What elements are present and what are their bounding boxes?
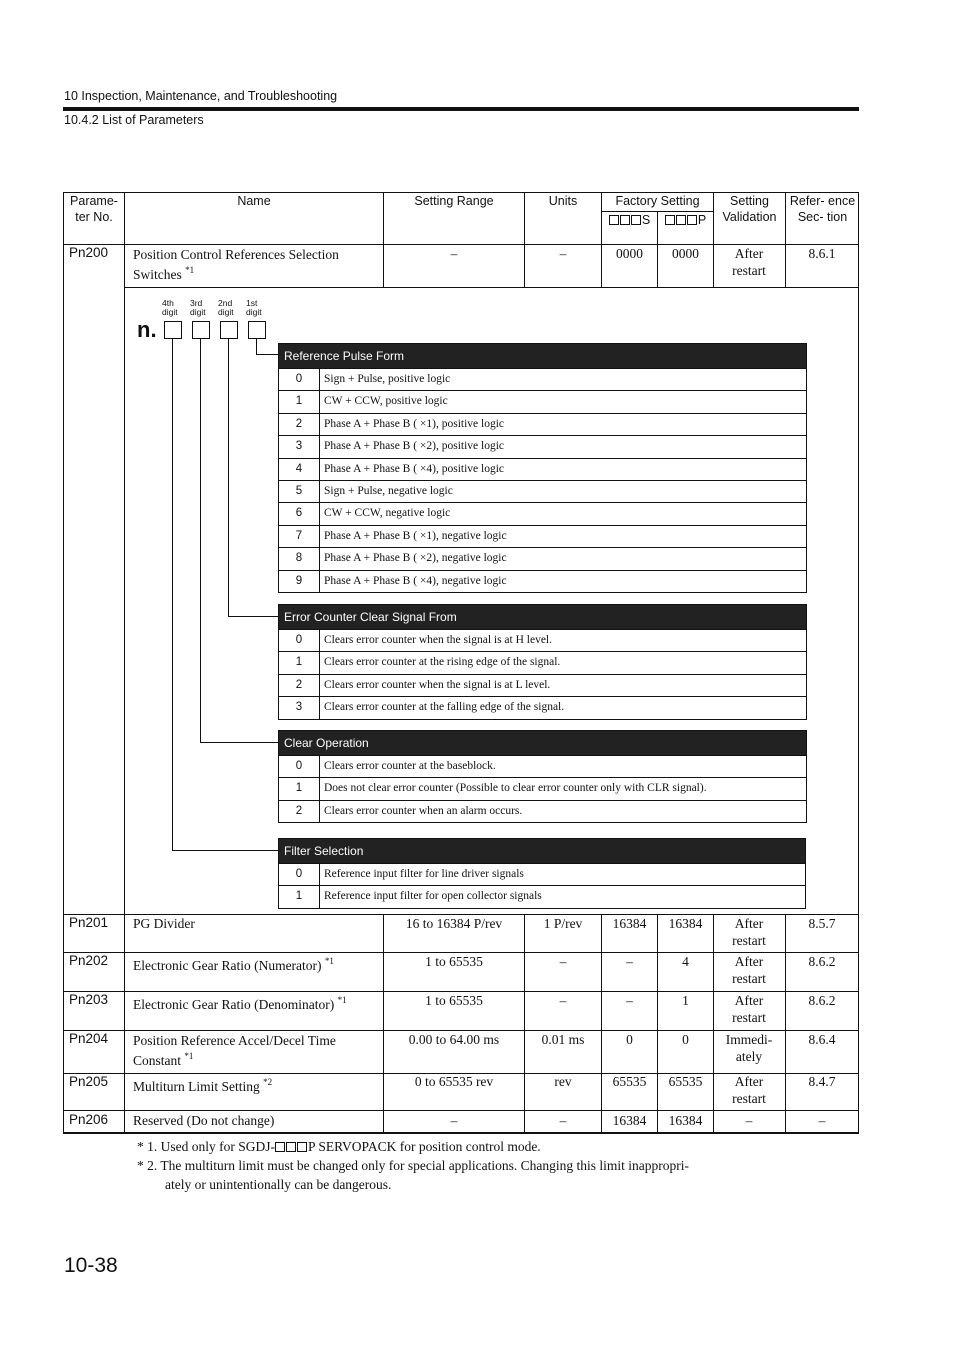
option-row: 1 Reference input filter for open collector signals bbox=[279, 885, 805, 907]
option-row: 9 Phase A + Phase B ( ×4), negative logic bbox=[279, 570, 806, 592]
col-header-factory: Factory Setting bbox=[615, 194, 700, 208]
param-reference: 8.5.7 bbox=[808, 916, 836, 931]
page-number: 10-38 bbox=[64, 1254, 118, 1277]
col-header-factory-s: S bbox=[602, 212, 657, 228]
param-range: 0 to 65535 rev bbox=[414, 1074, 494, 1089]
param-reference: 8.4.7 bbox=[808, 1074, 836, 1089]
param-factory-s: 16384 bbox=[612, 916, 647, 931]
option-row: 7 Phase A + Phase B ( ×1), negative logic bbox=[279, 525, 806, 547]
param-factory-p: 4 bbox=[682, 954, 689, 969]
param-factory-s: – bbox=[626, 954, 633, 969]
param-factory-s: – bbox=[626, 993, 633, 1008]
digit-box bbox=[220, 321, 238, 339]
param-factory-p: 16384 bbox=[668, 1113, 703, 1128]
param-units: – bbox=[559, 954, 567, 969]
option-row: 2 Clears error counter when an alarm occurs. bbox=[279, 800, 806, 822]
param-name: Reserved (Do not change) bbox=[133, 1113, 275, 1128]
option-row: 5 Sign + Pulse, negative logic bbox=[279, 480, 806, 502]
param-name: Electronic Gear Ratio (Denominator) $^{*1}$ bbox=[133, 995, 347, 1012]
header-rule bbox=[63, 107, 859, 111]
digit-label: 3rd digit bbox=[190, 298, 206, 317]
param-units: 1 P/rev bbox=[543, 916, 583, 931]
footnote-1: * 1. Used only for SGDJ- P SERVOPACK for position control mode. bbox=[137, 1139, 541, 1154]
option-table-pulse-form bbox=[278, 343, 807, 593]
param-no: Pn206 bbox=[69, 1112, 109, 1127]
param-factory-s: 16384 bbox=[612, 1113, 647, 1128]
option-row: 0 Reference input filter for line driver signals bbox=[279, 863, 805, 885]
option-row: 2 Clears error counter when the signal is at L level. bbox=[279, 674, 806, 696]
param-no: Pn202 bbox=[69, 953, 109, 968]
param-validation: After restart bbox=[732, 1074, 766, 1106]
param-validation: Immedi- ately bbox=[725, 1032, 773, 1064]
option-row: 6 CW + CCW, negative logic bbox=[279, 502, 806, 524]
param-no: Pn205 bbox=[69, 1074, 109, 1089]
param-reference: – bbox=[818, 1113, 826, 1128]
option-row: 0 Clears error counter at the baseblock. bbox=[279, 755, 806, 777]
digit-box bbox=[192, 321, 210, 339]
option-title: Reference Pulse Form bbox=[279, 344, 806, 368]
option-row: 1 Clears error counter at the rising edge of the signal. bbox=[279, 651, 806, 673]
param-units: – bbox=[559, 1113, 567, 1128]
option-row: 8 Phase A + Phase B ( ×2), negative logic bbox=[279, 547, 806, 569]
param-name: Position Control References Selection Switches $^{*1}$ bbox=[133, 247, 339, 282]
section-header: 10.4.2 List of Parameters bbox=[64, 113, 204, 127]
param-validation: After restart bbox=[732, 246, 766, 278]
col-header-param: Parame- ter No. bbox=[70, 194, 118, 224]
param-name: PG Divider bbox=[133, 916, 195, 931]
param-validation: After restart bbox=[732, 916, 766, 948]
option-title: Error Counter Clear Signal From bbox=[279, 605, 806, 629]
option-row: 3 Phase A + Phase B ( ×2), positive logic bbox=[279, 435, 806, 457]
param-factory-s: 0000 bbox=[616, 246, 643, 261]
col-header-factory-p: P bbox=[658, 212, 713, 228]
option-row: 1 Does not clear error counter (Possible to clear error counter only with CLR signal). bbox=[279, 777, 806, 799]
param-reference: 8.6.4 bbox=[808, 1032, 836, 1047]
param-factory-s: 65535 bbox=[612, 1074, 647, 1089]
option-row: 1 CW + CCW, positive logic bbox=[279, 390, 806, 412]
param-validation: After restart bbox=[732, 954, 766, 986]
param-factory-p: 0 bbox=[682, 1032, 689, 1047]
col-header-reference: Refer- ence Sec- tion bbox=[789, 194, 856, 224]
param-range: 1 to 65535 bbox=[425, 954, 483, 969]
col-header-name: Name bbox=[237, 194, 271, 208]
param-reference: 8.6.2 bbox=[808, 993, 836, 1008]
param-range: 0.00 to 64.00 ms bbox=[408, 1032, 500, 1047]
option-table-clear-signal bbox=[278, 604, 807, 720]
param-reference: 8.6.1 bbox=[808, 246, 836, 261]
digit-box bbox=[248, 321, 266, 339]
footnote-2-continued: ately or unintentionally can be dangerous. bbox=[165, 1177, 392, 1192]
option-title: Clear Operation bbox=[279, 731, 806, 755]
digit-label: 1st digit bbox=[246, 298, 262, 317]
col-header-range: Setting Range bbox=[414, 194, 494, 208]
param-factory-p: 0000 bbox=[672, 246, 699, 261]
option-row: 4 Phase A + Phase B ( ×4), positive logic bbox=[279, 458, 806, 480]
digit-label: 2nd digit bbox=[218, 298, 234, 317]
param-units: 0.01 ms bbox=[541, 1032, 585, 1047]
param-units: rev bbox=[554, 1074, 572, 1089]
param-range: 1 to 65535 bbox=[425, 993, 483, 1008]
option-table-filter bbox=[278, 838, 806, 909]
prefix-symbol: n. bbox=[137, 317, 157, 342]
footnote-2: * 2. The multiturn limit must be changed only for special applications. Changing this limit inappropri- bbox=[137, 1158, 690, 1173]
col-header-validation: Setting Validation bbox=[722, 194, 777, 224]
param-factory-p: 65535 bbox=[668, 1074, 703, 1089]
chapter-header: 10 Inspection, Maintenance, and Troubleshooting bbox=[64, 89, 338, 103]
col-header-units: Units bbox=[548, 194, 578, 208]
param-no: Pn204 bbox=[69, 1031, 109, 1046]
digit-label: 4th digit bbox=[162, 298, 178, 317]
option-row: 3 Clears error counter at the falling edge of the signal. bbox=[279, 696, 806, 718]
param-name: Electronic Gear Ratio (Numerator) $^{*1}$ bbox=[133, 956, 334, 973]
param-factory-p: 1 bbox=[682, 993, 689, 1008]
param-units: – bbox=[559, 246, 567, 261]
param-range: – bbox=[450, 246, 458, 261]
param-units: – bbox=[559, 993, 567, 1008]
param-range: 16 to 16384 P/rev bbox=[405, 916, 503, 931]
option-row: 2 Phase A + Phase B ( ×1), positive logic bbox=[279, 413, 806, 435]
digit-box bbox=[164, 321, 182, 339]
param-reference: 8.6.2 bbox=[808, 954, 836, 969]
param-no: Pn200 bbox=[69, 245, 109, 260]
param-validation: – bbox=[745, 1113, 753, 1128]
param-no: Pn203 bbox=[69, 992, 109, 1007]
param-validation: After restart bbox=[732, 993, 766, 1025]
param-name: Multiturn Limit Setting $^{*2}$ bbox=[133, 1077, 273, 1094]
param-factory-s: 0 bbox=[626, 1032, 633, 1047]
option-row: 0 Clears error counter when the signal is at H level. bbox=[279, 629, 806, 651]
option-row: 0 Sign + Pulse, positive logic bbox=[279, 368, 806, 390]
option-table-clear-operation bbox=[278, 730, 807, 823]
option-title: Filter Selection bbox=[279, 839, 805, 863]
param-range: – bbox=[450, 1113, 458, 1128]
param-name: Position Reference Accel/Decel Time Constant $^{*1}$ bbox=[133, 1033, 336, 1068]
param-factory-p: 16384 bbox=[668, 916, 703, 931]
param-no: Pn201 bbox=[69, 915, 109, 930]
